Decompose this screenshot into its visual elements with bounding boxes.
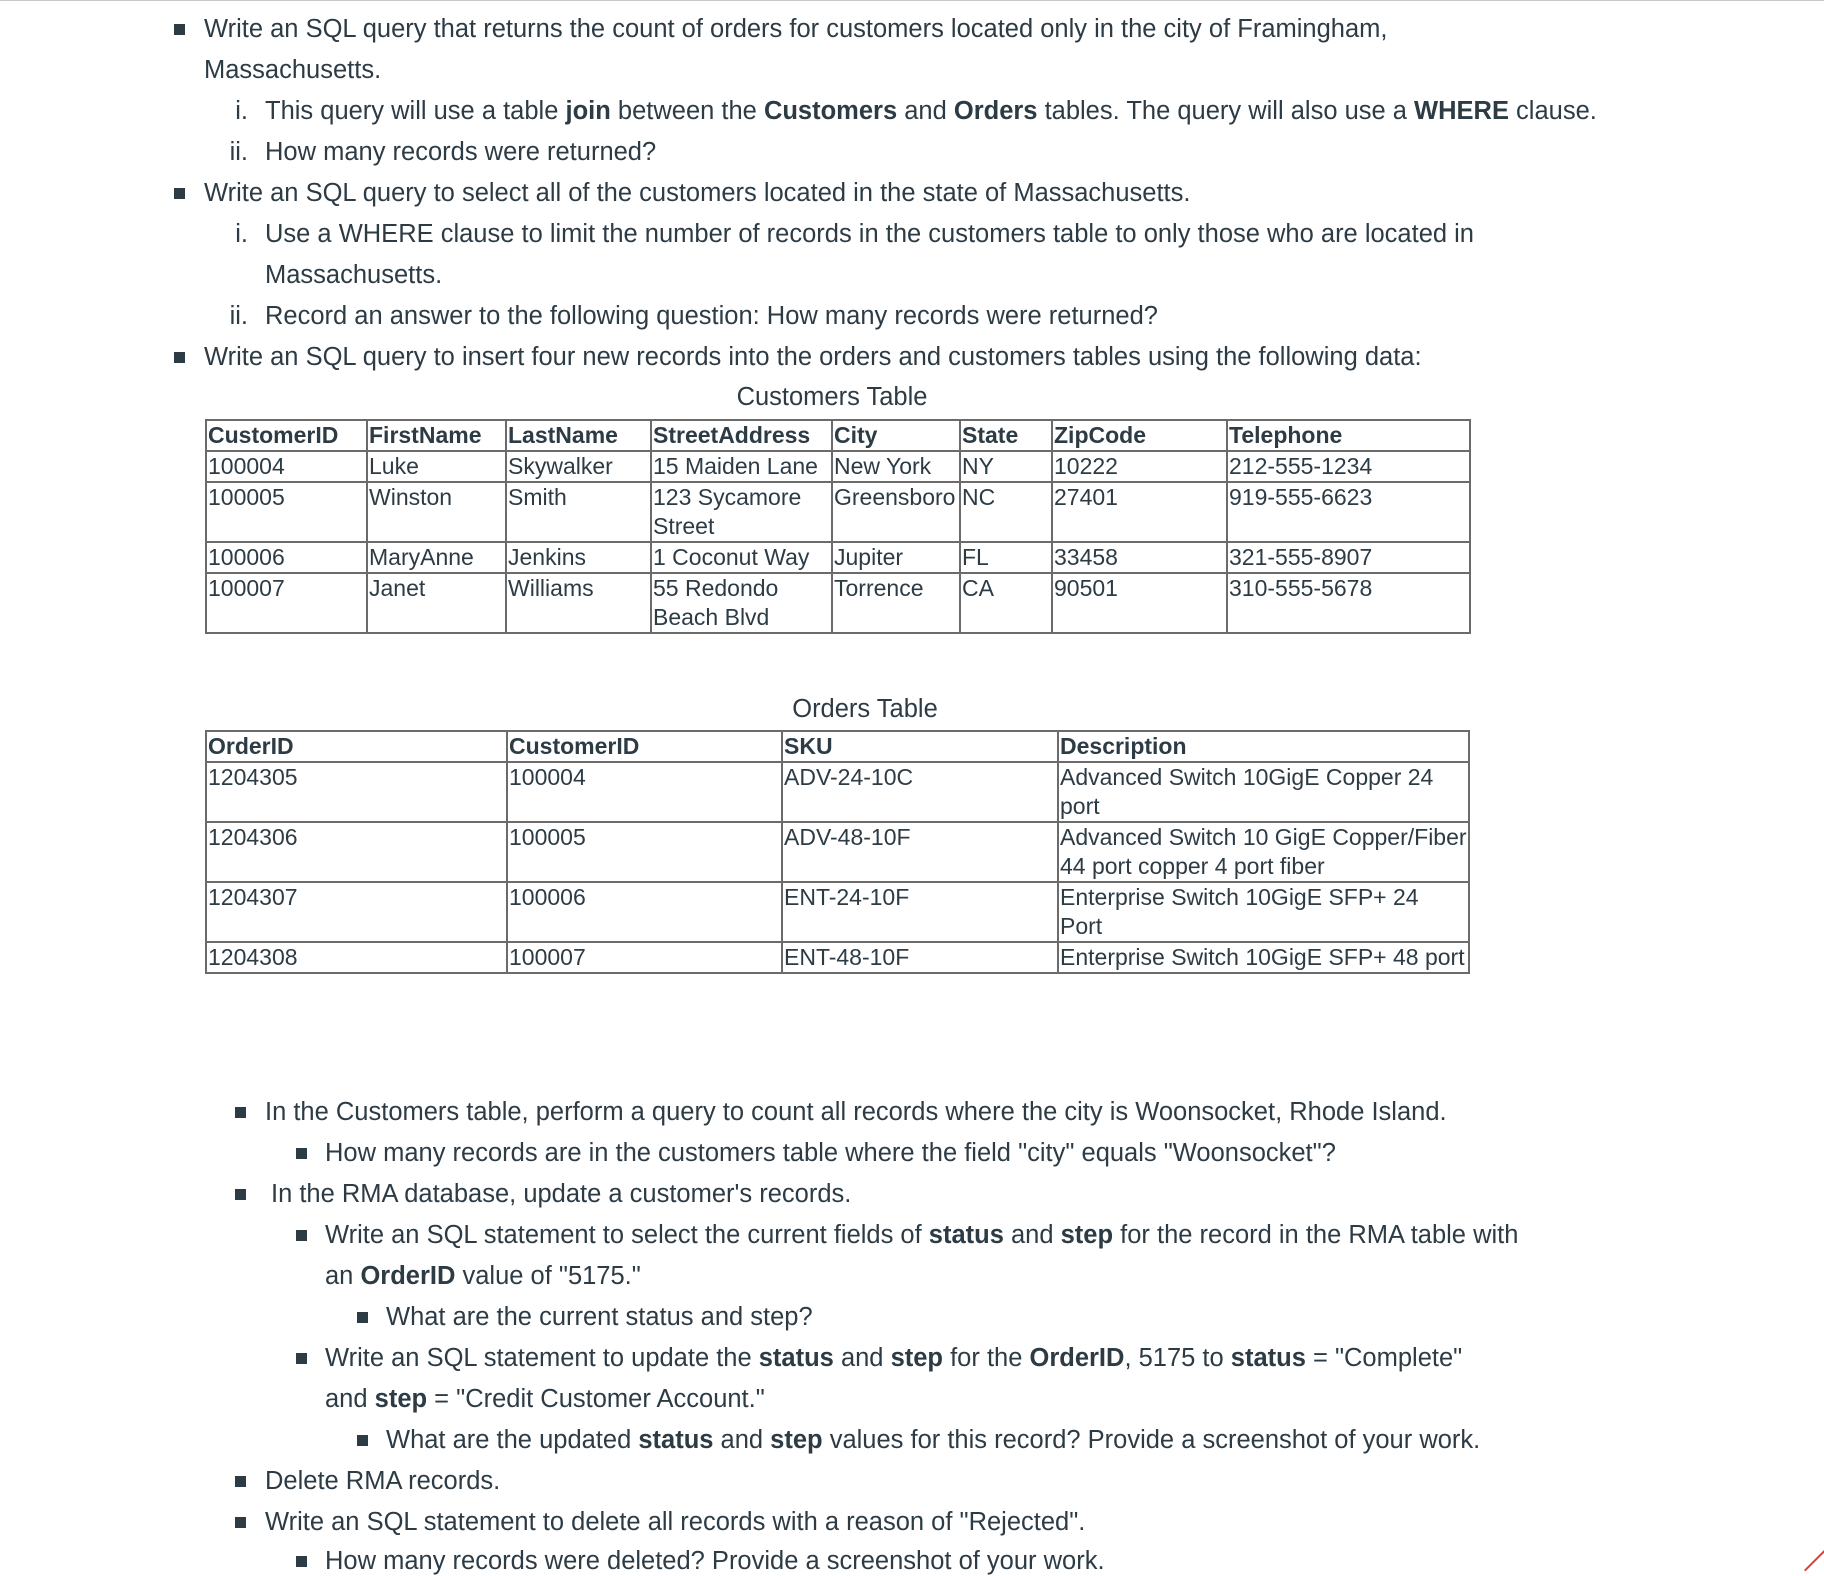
table-row (206, 762, 1469, 822)
bullet-marker (235, 1476, 246, 1487)
table-cell: 1204305 (206, 762, 507, 822)
table-row (206, 573, 1470, 633)
table-cell: 123 Sycamore Street (651, 482, 832, 542)
bullet-marker (235, 1189, 246, 1200)
column-header: Telephone (1227, 420, 1470, 451)
table-cell: ENT-24-10F (782, 882, 1058, 942)
table-cell: New York (832, 451, 960, 482)
table-cell: Smith (506, 482, 651, 542)
table-cell: 100006 (507, 882, 782, 942)
table-cell: Janet (367, 573, 506, 633)
bullet-marker (174, 352, 185, 363)
sub-item-text: and step = "Credit Customer Account." (325, 1385, 765, 1413)
column-header: FirstName (367, 420, 506, 451)
bullet-text: Write an SQL query to insert four new records into the orders and customers tables using the following data: (204, 343, 1422, 371)
customers-table (205, 419, 1471, 634)
column-header: CustomerID (507, 731, 782, 762)
sub-item-text: This query will use a table join between the Customers and Orders tables. The query will also use a WHERE clause. (265, 97, 1597, 125)
sub-item-text: Record an answer to the following question: How many records were returned? (265, 302, 1158, 330)
table-cell: 1 Coconut Way (651, 542, 832, 573)
table-cell: 100007 (507, 942, 782, 973)
table-cell: 100006 (206, 542, 367, 573)
table-cell: 15 Maiden Lane (651, 451, 832, 482)
table-cell: CA (960, 573, 1052, 633)
table-cell: ADV-48-10F (782, 822, 1058, 882)
table-cell: Williams (506, 573, 651, 633)
sub-item-text: How many records were returned? (265, 138, 657, 166)
table-cell: ADV-24-10C (782, 762, 1058, 822)
table-cell: Skywalker (506, 451, 651, 482)
bullet-text: In the RMA database, update a customer's records. (271, 1180, 852, 1208)
bullet-marker (296, 1353, 307, 1364)
column-header: City (832, 420, 960, 451)
orders-table (205, 730, 1470, 974)
bullet-marker (296, 1148, 307, 1159)
bullet-marker (357, 1312, 368, 1323)
table-cell: 1204307 (206, 882, 507, 942)
table-cell: ENT-48-10F (782, 942, 1058, 973)
bullet-text: In the Customers table, perform a query to count all records where the city is Woonsocket, Rhode Island. (265, 1098, 1447, 1126)
column-header: State (960, 420, 1052, 451)
sub-item-text: an OrderID value of "5175." (325, 1262, 641, 1290)
column-header: StreetAddress (651, 420, 832, 451)
table-cell: 1204308 (206, 942, 507, 973)
table-cell: Advanced Switch 10GigE Copper 24 port (1058, 762, 1469, 822)
bullet-marker (174, 24, 185, 35)
bullet-marker (296, 1556, 307, 1567)
orders-table-caption: Orders Table (792, 695, 938, 723)
table-header-row (206, 731, 1469, 762)
table-cell: 100005 (507, 822, 782, 882)
bullet-marker (235, 1107, 246, 1118)
table-cell: 1204306 (206, 822, 507, 882)
table-row (206, 482, 1470, 542)
customers-table-caption: Customers Table (736, 383, 928, 411)
table-header-row (206, 420, 1470, 451)
table-cell: Enterprise Switch 10GigE SFP+ 24 Port (1058, 882, 1469, 942)
bullet-marker (357, 1435, 368, 1446)
table-cell: 27401 (1052, 482, 1227, 542)
table-cell: 55 Redondo Beach Blvd (651, 573, 832, 633)
table-cell: 919-555-6623 (1227, 482, 1470, 542)
column-header: OrderID (206, 731, 507, 762)
table-cell: Torrence (832, 573, 960, 633)
table-cell: 310-555-5678 (1227, 573, 1470, 633)
table-cell: NC (960, 482, 1052, 542)
sub-item-text: How many records were deleted? Provide a screenshot of your work. (325, 1547, 1105, 1575)
table-cell: FL (960, 542, 1052, 573)
table-row (206, 451, 1470, 482)
table-cell: 10222 (1052, 451, 1227, 482)
sub-item-text: Write an SQL statement to update the status and step for the OrderID, 5175 to status = "Complete" (325, 1344, 1463, 1372)
table-cell: 90501 (1052, 573, 1227, 633)
sub-item-text: What are the current status and step? (386, 1303, 813, 1331)
table-cell: NY (960, 451, 1052, 482)
sub-item-text: Massachusetts. (265, 261, 443, 289)
bullet-text: Massachusetts. (204, 56, 382, 84)
table-cell: Greensboro (832, 482, 960, 542)
corner-mark (1800, 1548, 1824, 1572)
table-cell: MaryAnne (367, 542, 506, 573)
table-cell: Jupiter (832, 542, 960, 573)
bullet-text: Write an SQL query to select all of the customers located in the state of Massachusetts. (204, 179, 1191, 207)
sub-item-text: Use a WHERE clause to limit the number of records in the customers table to only those who are located in (265, 220, 1474, 248)
table-cell: Enterprise Switch 10GigE SFP+ 48 port (1058, 942, 1469, 973)
sub-item-text: Write an SQL statement to select the current fields of status and step for the record in the RMA table with (325, 1221, 1519, 1249)
table-cell: 100007 (206, 573, 367, 633)
top-rule (0, 0, 1824, 1)
table-cell: 33458 (1052, 542, 1227, 573)
table-cell: 212-555-1234 (1227, 451, 1470, 482)
table-cell: 100004 (206, 451, 367, 482)
bullet-text: Write an SQL query that returns the count of orders for customers located only in the city of Framingham, (204, 15, 1388, 43)
table-row (206, 822, 1469, 882)
table-row (206, 542, 1470, 573)
table-row (206, 942, 1469, 973)
bullet-marker (296, 1230, 307, 1241)
column-header: CustomerID (206, 420, 367, 451)
list-number: i. (235, 97, 248, 125)
list-number: i. (235, 220, 248, 248)
bullet-text: Write an SQL statement to delete all records with a reason of "Rejected". (265, 1508, 1086, 1536)
table-cell: 100005 (206, 482, 367, 542)
table-cell: Winston (367, 482, 506, 542)
bullet-marker (174, 188, 185, 199)
table-cell: Jenkins (506, 542, 651, 573)
table-cell: Advanced Switch 10 GigE Copper/Fiber 44 port copper 4 port fiber (1058, 822, 1469, 882)
bullet-marker (235, 1517, 246, 1528)
list-number: ii. (229, 302, 248, 330)
list-number: ii. (229, 138, 248, 166)
column-header: ZipCode (1052, 420, 1227, 451)
bullet-text: Delete RMA records. (265, 1467, 501, 1495)
sub-item-text: How many records are in the customers table where the field "city" equals "Woonsocket"? (325, 1139, 1336, 1167)
table-row (206, 882, 1469, 942)
sub-item-text: What are the updated status and step values for this record? Provide a screenshot of your work. (386, 1426, 1481, 1454)
table-cell: 321-555-8907 (1227, 542, 1470, 573)
table-cell: 100004 (507, 762, 782, 822)
column-header: Description (1058, 731, 1469, 762)
column-header: LastName (506, 420, 651, 451)
column-header: SKU (782, 731, 1058, 762)
table-cell: Luke (367, 451, 506, 482)
